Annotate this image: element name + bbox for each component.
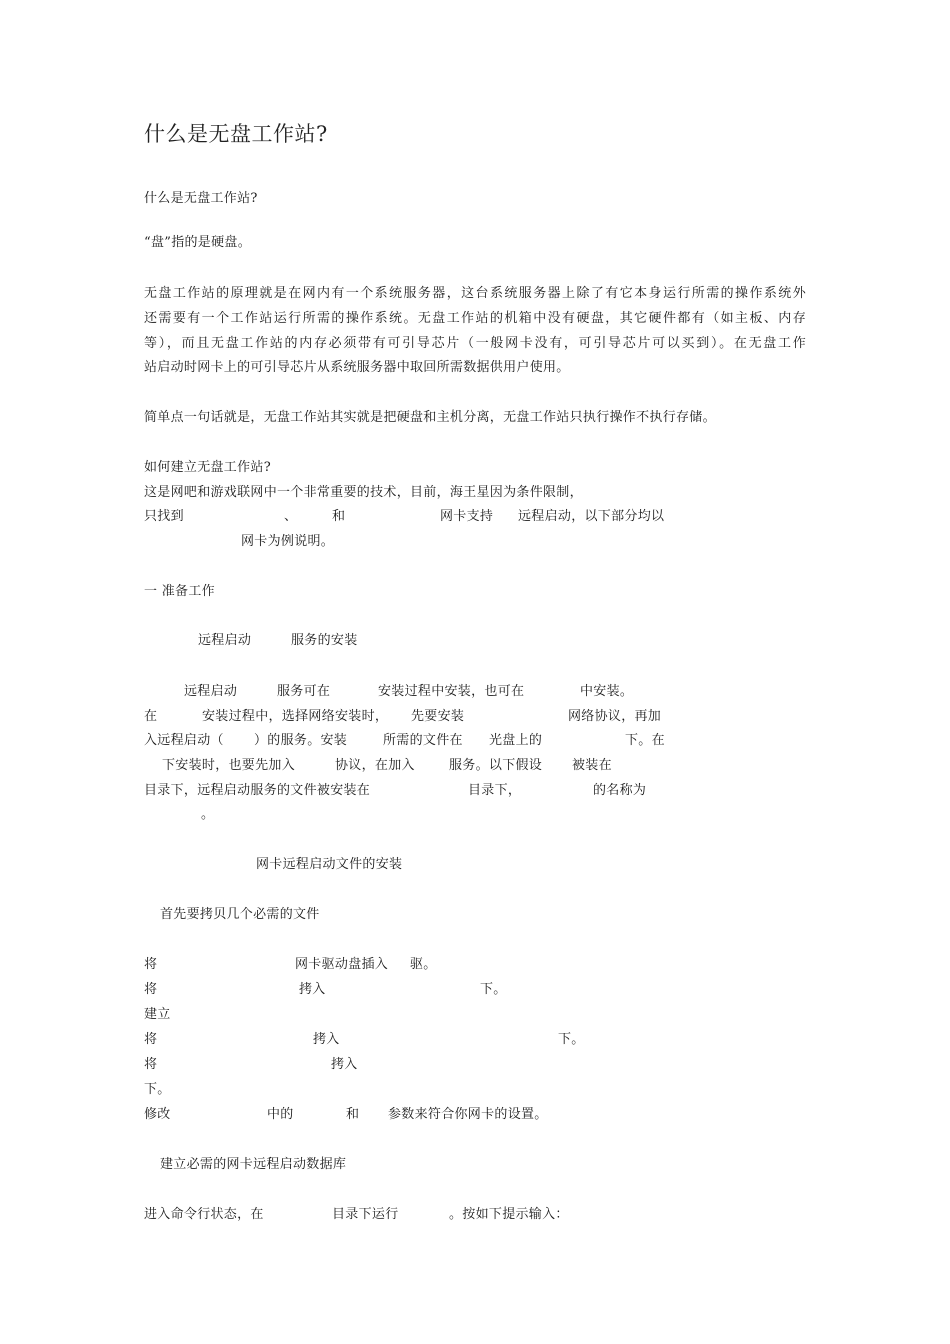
step-fragment: 和 <box>346 1107 360 1122</box>
subsection-fragment: 服务的安装 <box>291 633 358 648</box>
how-fragment: 网卡支持 <box>440 509 494 524</box>
subsection-heading: 网卡远程启动文件的安装 <box>256 857 403 872</box>
step-fragment: 将 <box>144 982 158 997</box>
body-fragment: 进入命令行状态，在 <box>144 1207 264 1222</box>
step-fragment: 建立 <box>144 1007 171 1022</box>
step-fragment: 驱。 <box>410 957 437 972</box>
step-fragment: 拷入 <box>313 1032 340 1047</box>
how-line: 这是网吧和游戏联网中一个非常重要的技术，目前，海王星因为条件限制， <box>144 485 583 500</box>
how-fragment: 远程启动，以下部分均以 <box>518 509 665 524</box>
disk-note: “盘”指的是硬盘。 <box>144 235 251 250</box>
body-fragment: 网络协议，再加 <box>568 709 662 724</box>
summary-paragraph: 简单点一句话就是，无盘工作站其实就是把硬盘和主机分离，无盘工作站只执行操作不执行存储。 <box>144 410 716 425</box>
body-fragment: 在 <box>144 709 158 724</box>
subsection-heading: 建立必需的网卡远程启动数据库 <box>160 1157 347 1172</box>
step-fragment: 将 <box>144 957 158 972</box>
principle-line: 还需要有一个工作站运行所需的操作系统。无盘工作站的机箱中没有硬盘，其它硬件都有（如主板、内存 <box>144 311 806 326</box>
step-fragment: 将 <box>144 1057 158 1072</box>
step-fragment: 网卡驱动盘插入 <box>295 957 389 972</box>
body-fragment: 被装在 <box>572 758 612 773</box>
body-fragment: 。按如下提示输入： <box>449 1207 569 1222</box>
body-fragment: 服务。以下假设 <box>449 758 543 773</box>
body-fragment: 目录下运行 <box>332 1207 399 1222</box>
body-fragment: 下。在 <box>625 733 665 748</box>
section-heading: 一 准备工作 <box>144 584 215 599</box>
body-fragment: 入远程启动（ <box>144 733 224 748</box>
step-fragment: 修改 <box>144 1107 171 1122</box>
body-fragment: 。 <box>201 807 215 822</box>
body-fragment: 安装过程中，选择网络安装时， <box>202 709 389 724</box>
principle-line: 站启动时网卡上的可引导芯片从系统服务器中取回所需数据供用户使用。 <box>144 360 570 375</box>
body-fragment: 协议，在加入 <box>335 758 415 773</box>
principle-line: 等），而且无盘工作站的内存必须带有可引导芯片（一般网卡没有，可引导芯片可以买到）。在无盘工作 <box>144 336 806 351</box>
body-fragment: 的名称为 <box>593 783 647 798</box>
step-fragment: 下。 <box>144 1082 171 1097</box>
step-fragment: 下。 <box>480 982 507 997</box>
step-fragment: 中的 <box>267 1107 294 1122</box>
subsection-fragment: 远程启动 <box>198 633 252 648</box>
how-heading: 如何建立无盘工作站? <box>144 460 271 475</box>
body-fragment: 安装过程中安装，也可在 <box>378 684 525 699</box>
body-fragment: 服务可在 <box>277 684 331 699</box>
body-fragment: 先要安装 <box>411 709 465 724</box>
body-fragment: 所需的文件在 <box>383 733 463 748</box>
step-fragment: 下。 <box>558 1032 585 1047</box>
step-fragment: 拷入 <box>299 982 326 997</box>
how-fragment: 只找到 <box>144 509 184 524</box>
page-title: 什么是无盘工作站? <box>144 122 328 146</box>
step-fragment: 参数来符合你网卡的设置。 <box>388 1107 548 1122</box>
how-fragment: 、 <box>284 509 298 524</box>
body-fragment: 中安装。 <box>580 684 634 699</box>
how-fragment: 和 <box>332 509 346 524</box>
question-heading: 什么是无盘工作站? <box>144 191 258 206</box>
subsection-heading: 首先要拷贝几个必需的文件 <box>160 907 320 922</box>
body-fragment: 目录下，远程启动服务的文件被安装在 <box>144 783 371 798</box>
body-fragment: 光盘上的 <box>489 733 543 748</box>
body-fragment: 目录下， <box>468 783 522 798</box>
step-fragment: 拷入 <box>331 1057 358 1072</box>
step-fragment: 将 <box>144 1032 158 1047</box>
body-fragment: 下安装时，也要先加入 <box>162 758 296 773</box>
body-fragment: ）的服务。安装 <box>254 733 348 748</box>
principle-line: 无盘工作站的原理就是在网内有一个系统服务器，这台系统服务器上除了有它本身运行所需的操作系统外 <box>144 286 806 301</box>
body-fragment: 远程启动 <box>184 684 238 699</box>
how-fragment: 网卡为例说明。 <box>241 534 335 549</box>
